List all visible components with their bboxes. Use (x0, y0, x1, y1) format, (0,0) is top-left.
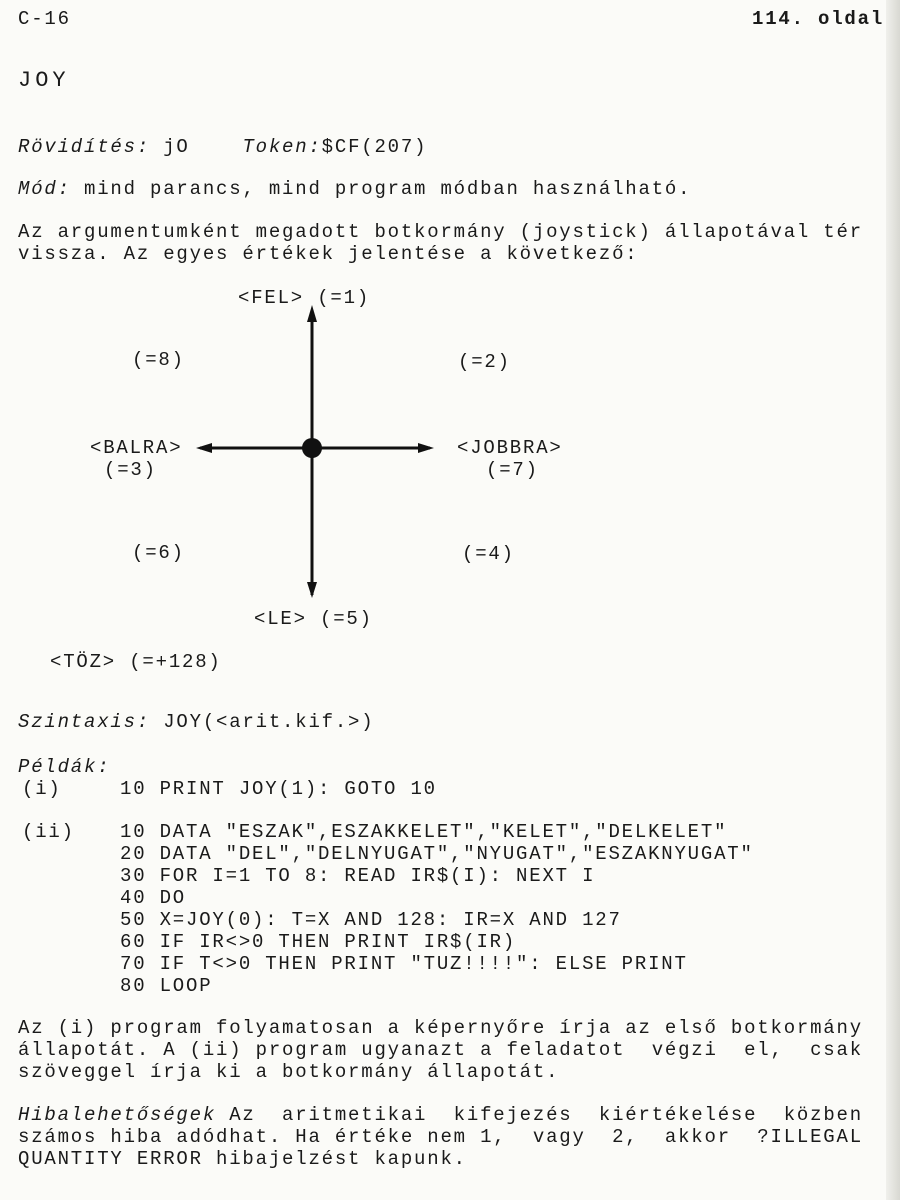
code-line: 80 LOOP (120, 975, 213, 997)
code-line: 20 DATA "DEL","DELNYUGAT","NYUGAT","ESZAKNYUGAT" (120, 843, 754, 865)
mode-label: Mód: (18, 178, 71, 200)
code-line: 40 DO (120, 887, 187, 909)
fire-value: <TÖZ> (=+128) (50, 651, 222, 673)
dir-down: <LE> (=5) (254, 608, 373, 630)
section-code: C-16 (18, 8, 71, 30)
explain-line-3: szöveggel írja ki a botkormány állapotát. (18, 1061, 560, 1083)
dir-down-left: (=6) (132, 542, 185, 564)
dir-left-value: (=3) (104, 459, 157, 481)
dir-up: <FEL> (=1) (238, 287, 371, 309)
explain-line-2: állapotát. A (ii) program ugyanazt a feladatot végzi el, csak (18, 1039, 863, 1061)
center-dot-icon (302, 438, 322, 458)
abbrev-label: Rövidítés: (18, 136, 151, 158)
page-title: JOY (18, 68, 70, 93)
intro-line-2: vissza. Az egyes értékek jelentése a következő: (18, 243, 639, 265)
example-1-code: 10 PRINT JOY(1): GOTO 10 (120, 778, 437, 800)
code-line: 60 IF IR<>0 THEN PRINT IR$(IR) (120, 931, 517, 953)
abbrev-value: jO (163, 136, 190, 158)
errors-text-1: Az aritmetikai kifejezés kiértékelése közben (216, 1104, 863, 1126)
arrow-down-icon (307, 582, 317, 598)
syntax-value: JOY(<arit.kif.>) (163, 711, 375, 733)
dir-up-left: (=8) (132, 349, 185, 371)
arrow-left-icon (196, 443, 212, 453)
token-label: Token: (242, 136, 322, 158)
dir-right: <JOBBRA> (457, 437, 563, 459)
errors-line-1 (18, 1104, 863, 1126)
example-2-tag: (ii) (22, 821, 75, 843)
code-line: 70 IF T<>0 THEN PRINT "TUZ!!!!": ELSE PRINT (120, 953, 688, 975)
code-line: 10 DATA "ESZAK",ESZAKKELET","KELET","DELKELET" (120, 821, 728, 843)
errors-line-2: számos hiba adódhat. Ha értéke nem 1, vagy 2, akkor ?ILLEGAL (18, 1126, 863, 1148)
code-line: 50 X=JOY(0): T=X AND 128: IR=X AND 127 (120, 909, 622, 931)
token-value: $CF(207) (321, 136, 428, 158)
intro-line-1: Az argumentumként megadott botkormány (joystick) állapotával tér (18, 221, 863, 243)
errors-label: Hibalehetőségek (18, 1104, 217, 1126)
example-2-code (120, 821, 754, 997)
syntax-line (18, 711, 374, 733)
page-number: 114. oldal (752, 8, 885, 30)
dir-right-value: (=7) (486, 459, 539, 481)
dir-up-right: (=2) (458, 351, 511, 373)
examples-label: Példák: (18, 756, 111, 778)
syntax-label: Szintaxis: (18, 711, 151, 733)
dir-down-right: (=4) (462, 543, 515, 565)
errors-line-3: QUANTITY ERROR hibajelzést kapunk. (18, 1148, 467, 1170)
explain-line-1: Az (i) program folyamatosan a képernyőre írja az első botkormány (18, 1017, 863, 1039)
mode-value: mind parancs, mind program módban használható. (84, 178, 692, 200)
arrow-right-icon (418, 443, 434, 453)
example-1-tag: (i) (22, 778, 62, 800)
code-line: 30 FOR I=1 TO 8: READ IR$(I): NEXT I (120, 865, 596, 887)
dir-left: <BALRA> (90, 437, 183, 459)
